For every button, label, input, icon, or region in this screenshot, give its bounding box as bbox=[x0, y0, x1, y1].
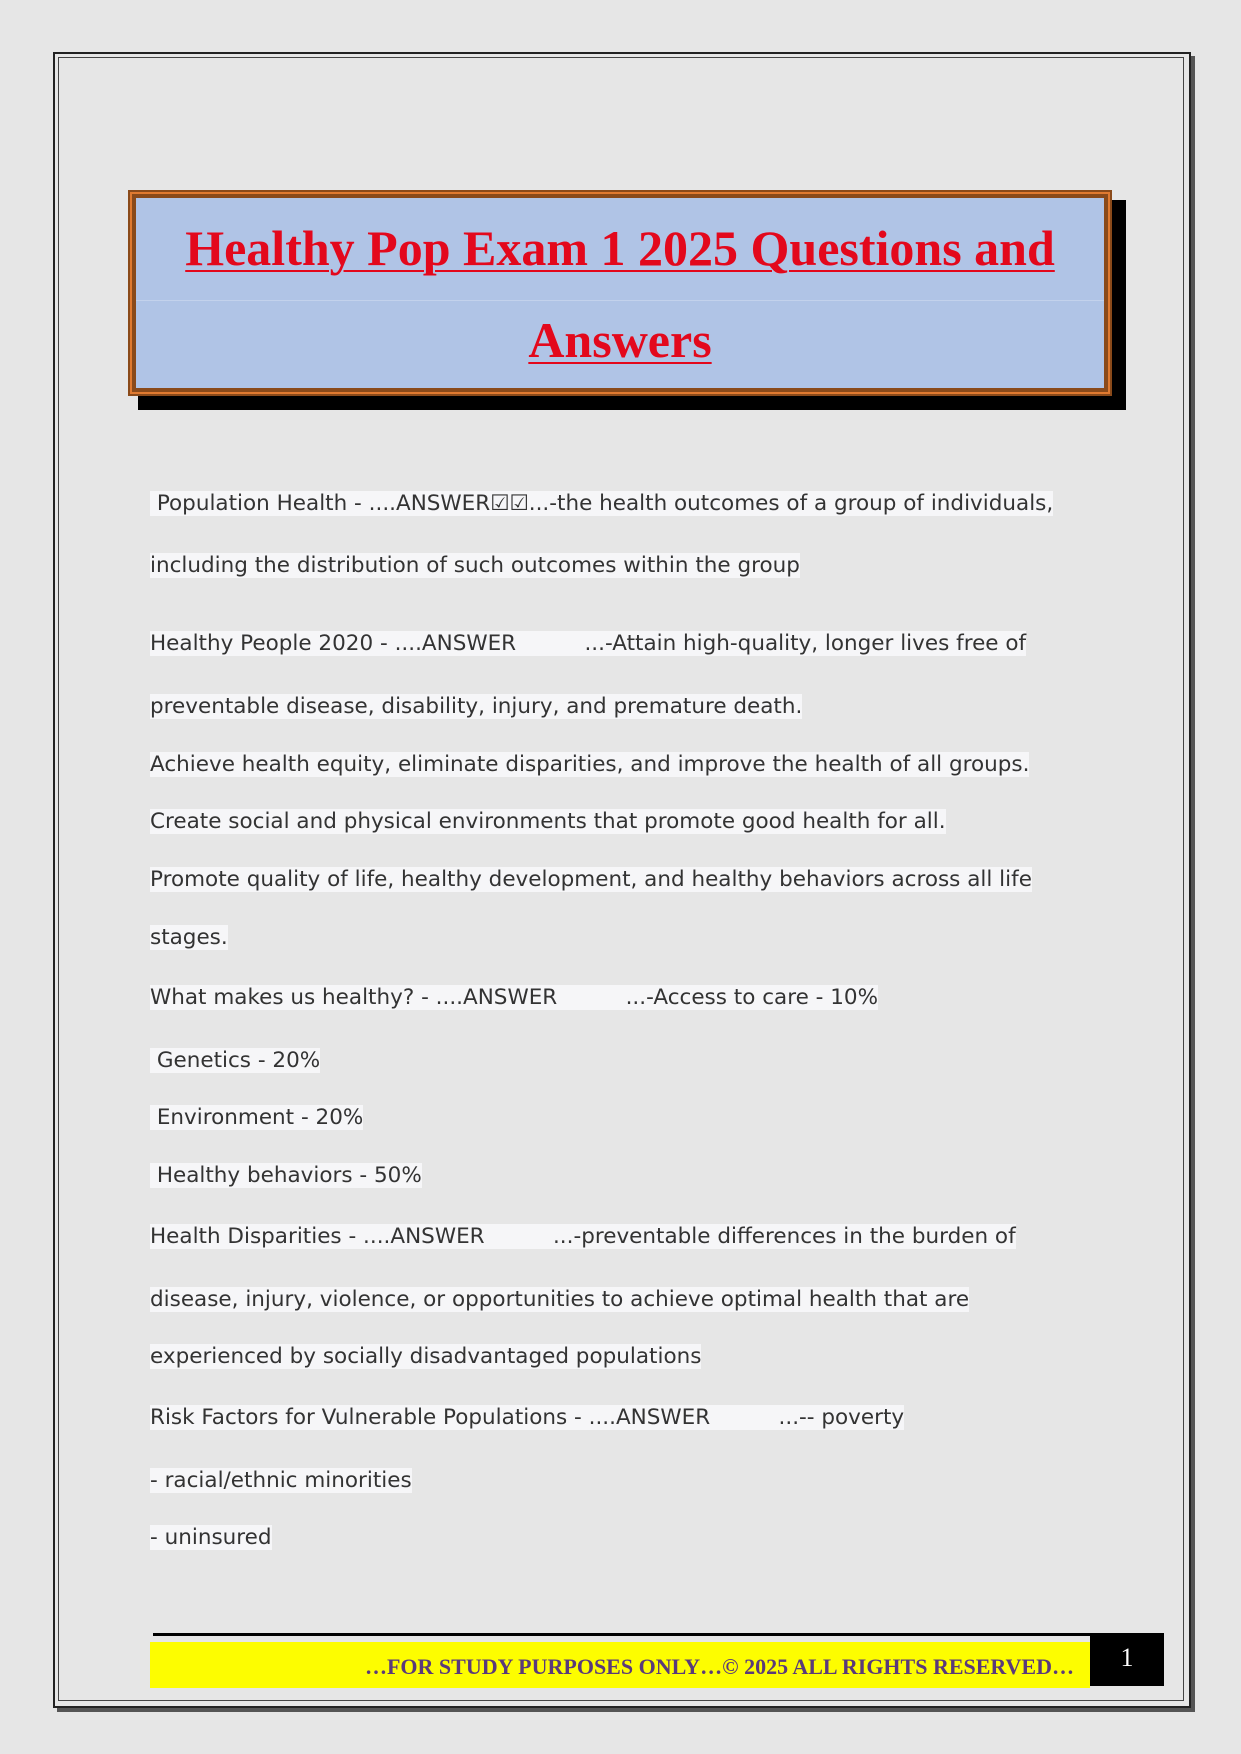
content-line: Genetics - 20% bbox=[150, 1048, 321, 1073]
content-line: - racial/ethnic minorities bbox=[150, 1468, 412, 1493]
document-title bbox=[136, 202, 1104, 386]
content-line: Health Disparities - ....ANSWER ...-preventable differences in the burden of bbox=[150, 1224, 1016, 1249]
content-line: Population Health - ....ANSWER☑☑...-the health outcomes of a group of individuals, bbox=[150, 491, 1054, 516]
title-banner bbox=[128, 190, 1112, 396]
content-line: including the distribution of such outcomes within the group bbox=[150, 553, 800, 578]
page-number: 1 bbox=[1090, 1633, 1164, 1686]
content-line: Promote quality of life, healthy development, and healthy behaviors across all life bbox=[150, 867, 1032, 892]
footer-rule bbox=[153, 1633, 1090, 1636]
content-line: stages. bbox=[150, 925, 228, 950]
content-line: experienced by socially disadvantaged populations bbox=[150, 1344, 702, 1369]
footer-notice: …FOR STUDY PURPOSES ONLY…© 2025 ALL RIGHTS RESERVED… bbox=[364, 1654, 1074, 1679]
content-line: Create social and physical environments that promote good health for all. bbox=[150, 809, 946, 834]
title-line-1: Healthy Pop Exam 1 2025 Questions and bbox=[185, 220, 1055, 276]
content-line: What makes us healthy? - ....ANSWER ...-Access to care - 10% bbox=[150, 985, 879, 1010]
content-line: preventable disease, disability, injury, and premature death. bbox=[150, 694, 803, 719]
content-line: Healthy People 2020 - ....ANSWER ...-Attain high-quality, longer lives free of bbox=[150, 631, 1027, 656]
content-line: - uninsured bbox=[150, 1525, 272, 1550]
content-line: Risk Factors for Vulnerable Populations - ....ANSWER ...-- poverty bbox=[150, 1405, 905, 1430]
content-line: Environment - 20% bbox=[150, 1105, 364, 1130]
content-line: disease, injury, violence, or opportunities to achieve optimal health that are bbox=[150, 1287, 970, 1312]
content-line: Healthy behaviors - 50% bbox=[150, 1163, 422, 1188]
title-line-2: Answers bbox=[528, 312, 712, 368]
content-line: Achieve health equity, eliminate disparities, and improve the health of all groups. bbox=[150, 752, 1030, 777]
